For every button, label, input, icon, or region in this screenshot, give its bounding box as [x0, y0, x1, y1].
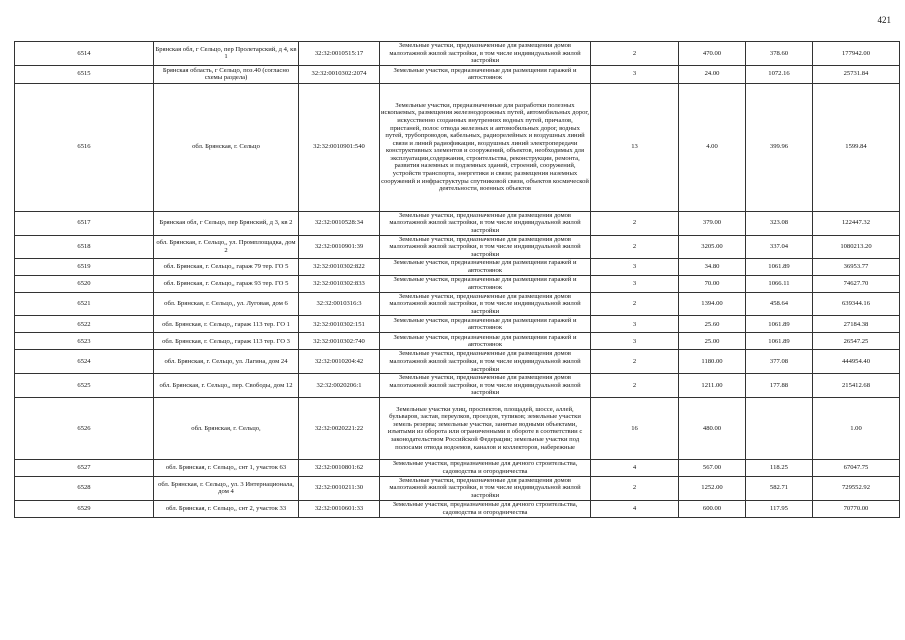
row-number: 6526: [15, 397, 154, 459]
cadastral-value-cell: 26547.25: [813, 333, 900, 350]
land-use-cell: Земельные участки, предназначенные для размещения гаражей и автостоянок: [380, 316, 591, 333]
table-row: [15, 42, 900, 66]
address-cell: обл. Брянская, г. Сельцо,: [154, 397, 299, 459]
row-number: 6522: [15, 316, 154, 333]
address-cell: обл. Брянская, г. Сельцо,, пер. Свободы, дом 12: [154, 374, 299, 398]
cadastral-number-cell: 32:32:0020221:22: [299, 397, 380, 459]
page-number: 421: [877, 15, 891, 25]
cadastral-registry-table: [14, 41, 900, 518]
address-cell: обл. Брянская, г. Сельцо,, гараж 113 тер. ГО 1: [154, 316, 299, 333]
area-cell: 25.60: [679, 316, 746, 333]
cadastral-value-cell: 1080213.20: [813, 235, 900, 259]
table-row: [15, 316, 900, 333]
cadastral-value-cell: 177942.00: [813, 42, 900, 66]
table-row: [15, 459, 900, 476]
specific-value-cell: 399.96: [746, 83, 813, 211]
row-number: 6515: [15, 65, 154, 83]
cadastral-value-cell: 444954.40: [813, 350, 900, 374]
area-cell: 1211.00: [679, 374, 746, 398]
row-number: 6519: [15, 259, 154, 275]
area-cell: 25.00: [679, 333, 746, 350]
cadastral-value-cell: 215412.68: [813, 374, 900, 398]
land-use-cell: Земельные участки, предназначенные для дачного строительства, садоводства и огородничества: [380, 459, 591, 476]
specific-value-cell: 117.95: [746, 500, 813, 517]
area-cell: 1180.00: [679, 350, 746, 374]
specific-value-cell: 458.64: [746, 292, 813, 316]
cadastral-number-cell: 32:32:0010302:740: [299, 333, 380, 350]
use-class-cell: 4: [591, 459, 679, 476]
address-cell: обл. Брянская, г. Сельцо: [154, 83, 299, 211]
address-cell: обл. Брянская, г. Сельцо,, ул. Промплощадка, дом 2: [154, 235, 299, 259]
table-row: [15, 397, 900, 459]
table-row: [15, 350, 900, 374]
cadastral-value-cell: 36953.77: [813, 259, 900, 275]
address-cell: обл. Брянская, г. Сельцо,, гараж 113 тер. ГО 3: [154, 333, 299, 350]
specific-value-cell: 1066.11: [746, 275, 813, 292]
land-use-cell: Земельные участки, предназначенные для размещения гаражей и автостоянок: [380, 275, 591, 292]
use-class-cell: 2: [591, 374, 679, 398]
row-number: 6525: [15, 374, 154, 398]
use-class-cell: 3: [591, 333, 679, 350]
land-use-cell: Земельные участки, предназначенные для размещения домов малоэтажной жилой застройки, в том числе индивидуальной жилой застройки: [380, 292, 591, 316]
area-cell: 70.00: [679, 275, 746, 292]
land-use-cell: Земельные участки, предназначенные для размещения домов малоэтажной жилой застройки, в том числе индивидуальной жилой застройки: [380, 476, 591, 500]
table-row: [15, 211, 900, 235]
cadastral-number-cell: 32:32:0020206:1: [299, 374, 380, 398]
row-number: 6520: [15, 275, 154, 292]
land-use-cell: Земельные участки, предназначенные для размещения гаражей и автостоянок: [380, 333, 591, 350]
use-class-cell: 3: [591, 65, 679, 83]
row-number: 6524: [15, 350, 154, 374]
area-cell: 4.00: [679, 83, 746, 211]
cadastral-number-cell: 32:32:0010316:3: [299, 292, 380, 316]
specific-value-cell: 337.04: [746, 235, 813, 259]
table-row: [15, 275, 900, 292]
land-use-cell: Земельные участки, предназначенные для размещения гаражей и автостоянок: [380, 259, 591, 275]
table-row: [15, 65, 900, 83]
row-number: 6529: [15, 500, 154, 517]
area-cell: 600.00: [679, 500, 746, 517]
area-cell: 34.80: [679, 259, 746, 275]
use-class-cell: 4: [591, 500, 679, 517]
cadastral-number-cell: 32:32:0010302:2074: [299, 65, 380, 83]
cadastral-number-cell: 32:32:0010204:42: [299, 350, 380, 374]
row-number: 6521: [15, 292, 154, 316]
land-use-cell: Земельные участки, предназначенные для разработки полезных ископаемых, размещения железнодорожных путей, автомобильных дорог, искусственно созданных внутренних водных путей, причалов, пристаней, полос отвода железных и автомобильных дорог, водных путей, трубопроводов, кабельных, радиорелейных и воздушных линий связи и линий радиофикации, воздушных линий электропередачи конструктивных элементов и сооружений, объектов, необходимых для эксплуатации,содержания, строительства, реконструкции, ремонта, развития наземных и подземных зданий, строений, сооружений, устройств транспорта, энергетики и связи; размещения наземных сооружений и инфраструктуры спутниковой связи, объектов космической деятельности, военных объектов: [380, 83, 591, 211]
cadastral-number-cell: 32:32:0010801:62: [299, 459, 380, 476]
specific-value-cell: 1061.89: [746, 259, 813, 275]
specific-value-cell: 377.08: [746, 350, 813, 374]
specific-value-cell: 1072.16: [746, 65, 813, 83]
address-cell: обл. Брянская, г. Сельцо,, ул. 3 Интернационала, дом 4: [154, 476, 299, 500]
row-number: 6527: [15, 459, 154, 476]
land-use-cell: Земельные участки, предназначенные для размещения домов малоэтажной жилой застройки, в том числе индивидуальной жилой застройки: [380, 350, 591, 374]
row-number: 6517: [15, 211, 154, 235]
cadastral-value-cell: 1599.84: [813, 83, 900, 211]
table-row: [15, 83, 900, 211]
use-class-cell: 16: [591, 397, 679, 459]
specific-value-cell: 378.60: [746, 42, 813, 66]
address-cell: обл. Брянская, г. Сельцо,, гараж 93 тер. ГО 5: [154, 275, 299, 292]
cadastral-number-cell: 32:32:0010528:34: [299, 211, 380, 235]
specific-value-cell: 118.25: [746, 459, 813, 476]
table-row: [15, 500, 900, 517]
use-class-cell: 3: [591, 259, 679, 275]
table-row: [15, 476, 900, 500]
cadastral-number-cell: 32:32:0010302:151: [299, 316, 380, 333]
table-row: [15, 235, 900, 259]
address-cell: обл. Брянская, г. Сельцо,, снт 1, участок 63: [154, 459, 299, 476]
row-number: 6528: [15, 476, 154, 500]
cadastral-number-cell: 32:32:0010211:30: [299, 476, 380, 500]
cadastral-value-cell: 27184.38: [813, 316, 900, 333]
cadastral-value-cell: 70770.00: [813, 500, 900, 517]
cadastral-number-cell: 32:32:0010302:833: [299, 275, 380, 292]
specific-value-cell: [746, 397, 813, 459]
table-row: [15, 374, 900, 398]
address-cell: обл. Брянская, г. Сельцо,, гараж 79 тер. ГО 5: [154, 259, 299, 275]
address-cell: обл. Брянская, г. Сельцо,, ул. Луговая, дом 6: [154, 292, 299, 316]
land-use-cell: Земельные участки, предназначенные для размещения домов малоэтажной жилой застройки, в том числе индивидуальной жилой застройки: [380, 211, 591, 235]
cadastral-value-cell: 67047.75: [813, 459, 900, 476]
address-cell: Брянская область, г Сельцо, поз.40 (согласно схемы раздела): [154, 65, 299, 83]
use-class-cell: 3: [591, 275, 679, 292]
area-cell: 470.00: [679, 42, 746, 66]
address-cell: обл. Брянская, г. Сельцо, ул. Лагина, дом 24: [154, 350, 299, 374]
specific-value-cell: 323.08: [746, 211, 813, 235]
land-use-cell: Земельные участки, предназначенные для размещения домов малоэтажной жилой застройки, в том числе индивидуальной жилой застройки: [380, 235, 591, 259]
row-number: 6514: [15, 42, 154, 66]
cadastral-value-cell: 122447.32: [813, 211, 900, 235]
cadastral-value-cell: 729552.92: [813, 476, 900, 500]
cadastral-number-cell: 32:32:0010901:39: [299, 235, 380, 259]
address-cell: Брянская обл, г Сельцо, пер Пролетарский, д 4, кв 1: [154, 42, 299, 66]
use-class-cell: 3: [591, 316, 679, 333]
specific-value-cell: 1061.89: [746, 316, 813, 333]
table-row: [15, 259, 900, 275]
cadastral-value-cell: 25731.84: [813, 65, 900, 83]
specific-value-cell: 582.71: [746, 476, 813, 500]
row-number: 6518: [15, 235, 154, 259]
area-cell: 1252.00: [679, 476, 746, 500]
address-cell: Брянская обл, г Сельцо, пер Брянский, д 3, кв 2: [154, 211, 299, 235]
cadastral-value-cell: 74627.70: [813, 275, 900, 292]
specific-value-cell: 177.88: [746, 374, 813, 398]
area-cell: 3205.00: [679, 235, 746, 259]
land-use-cell: Земельные участки, предназначенные для дачного строительства, садоводства и огородничества: [380, 500, 591, 517]
use-class-cell: 2: [591, 350, 679, 374]
land-use-cell: Земельные участки улиц, проспектов, площадей, шоссе, аллей, бульваров, застав, переулков, проездов, тупиков; земельные участки земель резерва; земельные участки, занятые водными объектами, изъятыми из оборота или ограниченными в обороте в соответствии с законодательством Российской Федерации; земельные участки под полосами отвода водоемов, каналов и коллекторов, набережные: [380, 397, 591, 459]
area-cell: 379.00: [679, 211, 746, 235]
use-class-cell: 2: [591, 42, 679, 66]
table-row: [15, 292, 900, 316]
table-row: [15, 333, 900, 350]
use-class-cell: 2: [591, 476, 679, 500]
cadastral-number-cell: 32:32:0010601:33: [299, 500, 380, 517]
cadastral-value-cell: 1.00: [813, 397, 900, 459]
area-cell: 480.00: [679, 397, 746, 459]
cadastral-value-cell: 639344.16: [813, 292, 900, 316]
use-class-cell: 13: [591, 83, 679, 211]
row-number: 6516: [15, 83, 154, 211]
land-use-cell: Земельные участки, предназначенные для размещения домов малоэтажной жилой застройки, в том числе индивидуальной жилой застройки: [380, 374, 591, 398]
use-class-cell: 2: [591, 292, 679, 316]
cadastral-number-cell: 32:32:0010901:540: [299, 83, 380, 211]
cadastral-number-cell: 32:32:0010302:822: [299, 259, 380, 275]
use-class-cell: 2: [591, 211, 679, 235]
address-cell: обл. Брянская, г. Сельцо,, снт 2, участок 33: [154, 500, 299, 517]
land-use-cell: Земельные участки, предназначенные для размещения домов малоэтажной жилой застройки, в том числе индивидуальной жилой застройки: [380, 42, 591, 66]
area-cell: 24.00: [679, 65, 746, 83]
use-class-cell: 2: [591, 235, 679, 259]
area-cell: 567.00: [679, 459, 746, 476]
area-cell: 1394.00: [679, 292, 746, 316]
cadastral-number-cell: 32:32:0010515:17: [299, 42, 380, 66]
land-use-cell: Земельные участки, предназначенные для размещения гаражей и автостоянок: [380, 65, 591, 83]
specific-value-cell: 1061.89: [746, 333, 813, 350]
row-number: 6523: [15, 333, 154, 350]
